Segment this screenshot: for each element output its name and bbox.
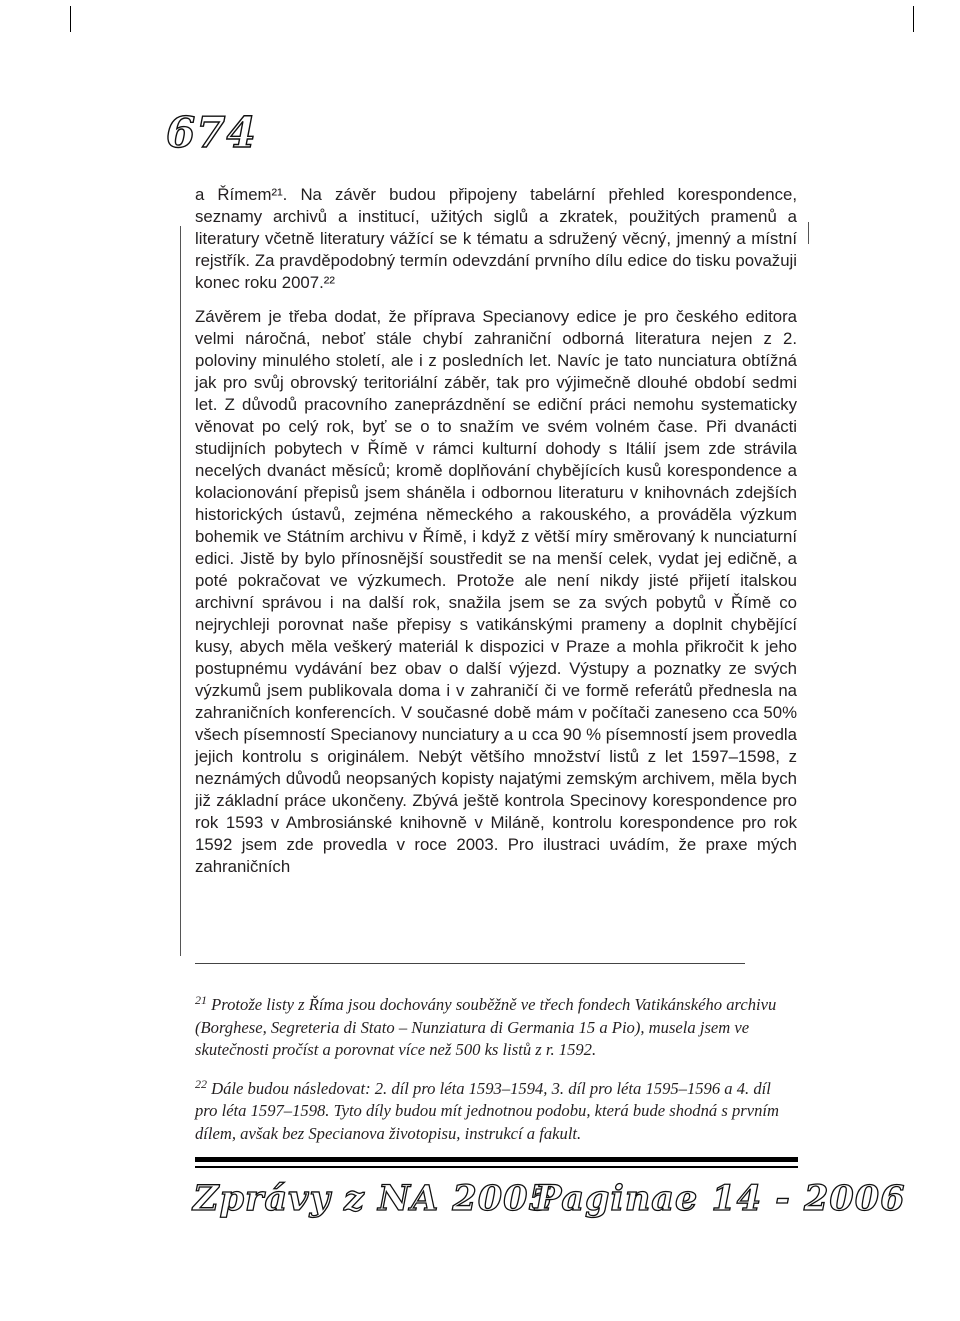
footnote-separator — [195, 963, 745, 964]
margin-rule-right — [808, 222, 809, 244]
footnote-text: Dále budou následovat: 2. díl pro léta 1593–1594, 3. díl pro léta 1595–1596 a 4. díl pro léta 1597–1598. Tyto díly budou mít jednotnou podobu, která bude shodná s prvním dílem, avšak bez Specianova životopisu, instrukcí a fakult. — [195, 1078, 779, 1143]
footnote-number: 21 — [195, 993, 207, 1007]
margin-rule — [180, 226, 181, 956]
footer-rule-thin — [195, 1166, 798, 1168]
footnote-number: 22 — [195, 1076, 207, 1091]
footnote-22 — [195, 1078, 795, 1146]
paragraph-2: Závěrem je třeba dodat, že příprava Specianovy edice je pro českého editora velmi náročná, neboť stále chybí zahraniční odborná literatura nejen z 2. poloviny minulého století, ale i z posledních let. Navíc je tato nunciatura obtížná jak pro svůj obrovský teritoriální záběr, tak pro výjimečně dlouhé období sedmi let. Z důvodů pracovního zaneprázdnění se ediční práci nemohu systematicky věnovat po celý rok, byť se o to snažím ve svém volném čase. Při dvanácti studijních pobytech v Římě v rámci kulturní dohody s Itálií jsem zde strávila necelých dvanáct měsíců; kromě doplňování chybějících kusů korespondence a kolacionování přepisů jsem sháněla i odbornou literaturu v knihovnách zdejších historických ústavů, zejména německého a rakouského, a prováděla výzkum bohemik ve Státním archivu v Římě, i když z větší míry směrovaný k nunciaturní edici. Jistě by bylo přínosnější soustředit se na menší celek, vydat jej edičně, a poté pokračovat ve výzkumech. Protože ale není nikdy jisté přijetí italskou archivní správou i na další rok, snažila jsem se za svých pobytů v Římě co nejrychleji porovnat naše přepisy s vatikánskými prameny a doplnit chybějící kusy, abych měla veškerý materiál k dispozici v Praze a mohla přikročit k jeho postupnému vydávání bez obav o další výjezd. Výstupy a poznatky ze svých výzkumů jsem publikovala doma i v zahraničí či ve formě referátů přednesla na zahraničních konferencích. V současné době mám v počítači zaneseno cca 50% všech písemností Specianovy nunciatury a u cca 90 % písemností jsem provedla jejich kontrolu s originálem. Nebýt většího množství listů z let 1597–1598, z neznámých důvodů neopsaných kopisty najatými zemským archivem, měla bych již základní práce ukončeny. Zbývá ještě kontrola Specinovy korespondence pro rok 1593 v Ambrosiánské knihovně v Miláně, kontrolu korespondence pro rok 1592 jsem zde provedla v roce 2003. Pro ilustraci uvádím, že praxe mých zahraničních — [195, 307, 797, 876]
paragraph-1: a Římem²¹. Na závěr budou připojeny tabelární přehled korespondence, seznamy archivů a institucí, užitých siglů a zkratek, použitých pramenů a literatury včetně literatury vážící se k tématu a sdružený věcný, jmenný a místní rejstřík. Za pravděpodobný termín odevzdání prvního dílu edice do tisku považuji konec roku 2007.²² — [195, 185, 797, 292]
body-text — [195, 184, 797, 878]
crop-mark-left — [70, 6, 71, 32]
page-number: 674 — [166, 108, 257, 157]
footer-journal-title: Zprávy z NA 2005 — [193, 1178, 554, 1219]
crop-mark-right — [913, 6, 914, 32]
footnotes — [195, 994, 795, 1145]
footer-rule-thick — [195, 1157, 798, 1162]
footnote-21 — [195, 994, 795, 1062]
footer-series-title: Paginae 14 - 2006 — [535, 1178, 906, 1219]
footnote-text: Protože listy z Říma jsou dochovány souběžně ve třech fondech Vatikánského archivu (Borghese, Segreteria di Stato – Nunziatura di Germania 15 a Pio), musela jsem ve skutečnosti pročíst a porovnat více než 500 ks listů z r. 1592. — [195, 995, 777, 1059]
